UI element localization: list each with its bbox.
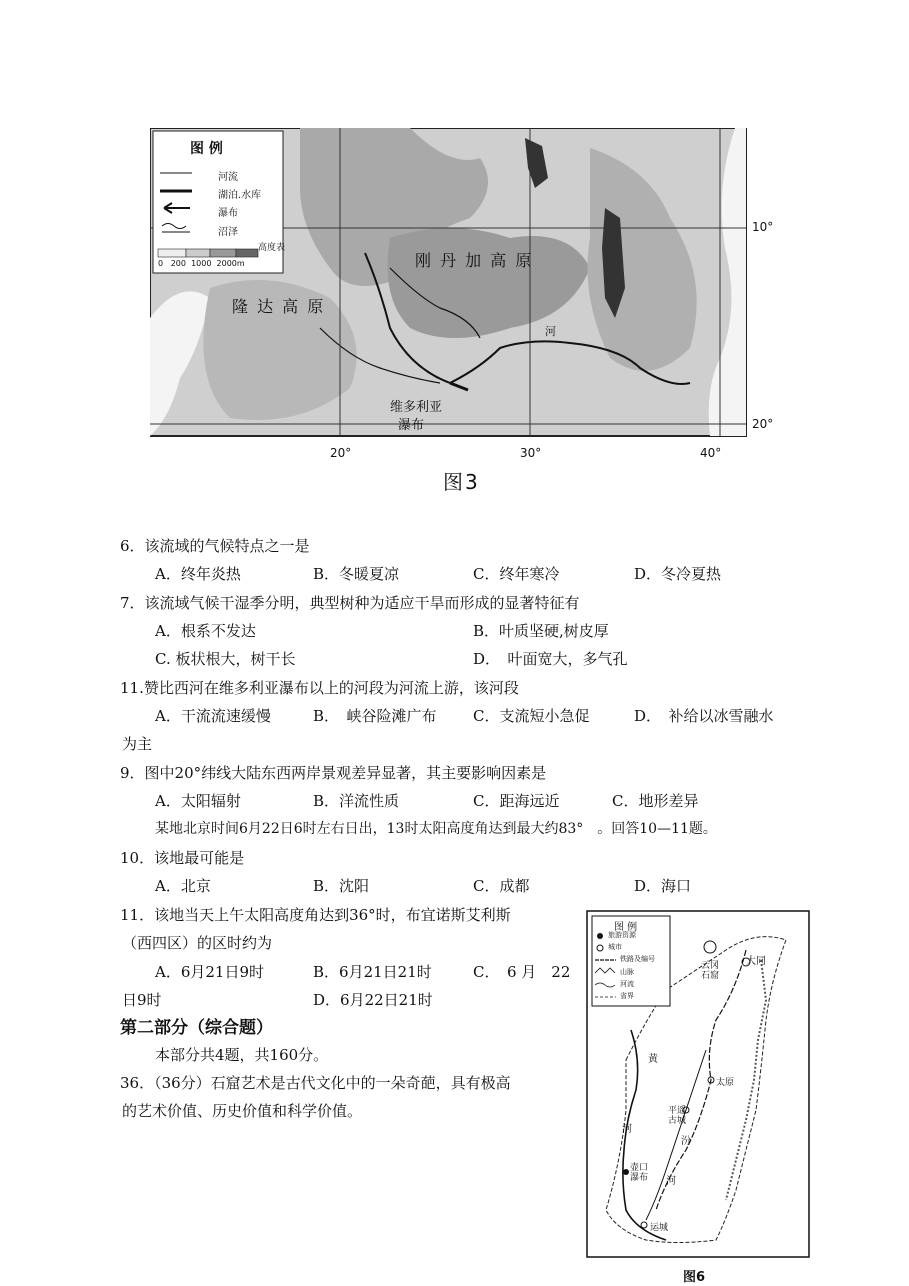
place-hukou-2: 瀑布 [630, 1173, 649, 1183]
q6-option-a: A．终年炎热 [155, 565, 241, 583]
q8-continuation: 为主 [122, 735, 153, 753]
figure6-legend-title: 图 例 [614, 922, 638, 933]
q11-option-c-cont: 日9时 [122, 991, 162, 1009]
q11-option-b: B．6月21日21时 [313, 963, 432, 981]
legend-mountain-label: 山脉 [620, 968, 634, 976]
figure3-legend-title: 图 例 [190, 141, 223, 157]
lon-label-40: 40° [700, 446, 722, 460]
place-datong: 大同 [746, 956, 766, 967]
q10-option-b: B．沈阳 [313, 877, 370, 895]
q6-option-d: D．冬冷夏热 [634, 565, 722, 583]
figure3-map [150, 128, 750, 440]
q11-option-a: A．6月21日9时 [155, 963, 265, 981]
lon-label-20: 20° [330, 446, 352, 460]
legend-city-label: 城市 [608, 943, 622, 951]
q11-option-c: C． 6 月 22 [473, 963, 571, 981]
question-6-stem: 6．该流域的气候特点之一是 [120, 537, 310, 555]
region-label-river: 河 [545, 325, 556, 338]
place-hukou-1: 壶口 [630, 1163, 649, 1173]
q6-option-c: C．终年寒冷 [473, 565, 560, 583]
q7-option-a: A．根系不发达 [155, 622, 256, 640]
legend-swamp-label: 沼泽 [218, 227, 238, 238]
region-label-plateau-east: 刚 丹 加 高 原 [415, 251, 534, 270]
lat-label-20: 20° [752, 417, 774, 431]
legend-elevation-label: 高度表 [258, 243, 286, 253]
legend-river-label-6: 河流 [620, 980, 634, 988]
q8-option-b: B． 峡谷险滩广布 [313, 707, 437, 725]
q8-option-d: D． 补给以冰雪融水 [634, 707, 774, 725]
question-11-line2: （西四区）的区时约为 [122, 934, 273, 952]
river-label-he-west: 河 [622, 1124, 632, 1135]
region-label-victoria: 维多利亚 [390, 400, 443, 415]
legend-lake-label: 湖泊.水库 [218, 190, 262, 201]
q10-option-a: A．北京 [155, 877, 211, 895]
part2-heading: 第二部分（综合题） [120, 1018, 273, 1038]
place-yungang-2: 石窟 [701, 971, 720, 981]
lat-label-10: 10° [752, 220, 774, 234]
question-8-stem: 11.赞比西河在维多利亚瀑布以上的河段为河流上游，该河段 [120, 679, 519, 697]
q7-option-d: D． 叶面宽大，多气孔 [473, 650, 628, 668]
figure6-caption: 图6 [683, 1270, 706, 1285]
river-label-he-fen: 河 [666, 1176, 676, 1187]
question-36-line2: 的艺术价值、历史价值和科学价值。 [122, 1102, 363, 1120]
q9-option-a: A．太阳辐射 [155, 792, 241, 810]
place-pingyao-2: 古城 [668, 1116, 687, 1126]
question-9-stem: 9．图中20°纬线大陆东西两岸景观差异显著，其主要影响因素是 [120, 764, 547, 782]
legend-border-label: 省界 [620, 992, 634, 1000]
question-10-11-intro: 某地北京时间6月22日6时左右日出，13时太阳高度角达到最大约83° 。回答10—11题。 [155, 821, 717, 837]
q9-option-b: B．洋流性质 [313, 792, 400, 810]
legend-waterfall-label: 瀑布 [218, 208, 238, 219]
q9-option-c: C．距海远近 [473, 792, 560, 810]
q8-option-a: A．干流流速缓慢 [155, 707, 271, 725]
q9-option-d: C．地形差异 [612, 792, 699, 810]
q7-option-b: B．叶质坚硬,树皮厚 [473, 622, 609, 640]
place-pingyao-1: 平遥 [668, 1106, 687, 1116]
legend-railway-label: 铁路及编号 [620, 955, 655, 963]
place-taiyuan: 太原 [716, 1078, 735, 1088]
question-36-line1: 36．（36分）石窟艺术是古代文化中的一朵奇葩，具有极高 [120, 1074, 511, 1092]
q10-option-d: D．海口 [634, 877, 692, 895]
figure6-map [586, 910, 811, 1260]
legend-river-label: 河流 [218, 172, 238, 183]
q10-option-c: C．成都 [473, 877, 530, 895]
legend-scale-ticks: 0 200 1000 2000m [158, 259, 245, 268]
figure3-map-drawing [150, 128, 750, 440]
question-11-stem: 11．该地当天上午太阳高度角达到36°时，布宜诺斯艾利斯 [120, 906, 511, 924]
question-7-stem: 7．该流域气候干湿季分明，典型树种为适应干旱而形成的显著特征有 [120, 594, 580, 612]
place-yuncheng: 运城 [650, 1223, 669, 1233]
q6-option-b: B．冬暖夏凉 [313, 565, 400, 583]
place-yungang-1: 云冈 [701, 961, 720, 971]
q11-option-d: D．6月22日21时 [313, 991, 433, 1009]
river-label-fen: 汾 [681, 1136, 691, 1147]
q7-option-c: C. 板状根大，树干长 [155, 650, 296, 668]
part2-note: 本部分共4题，共160分。 [155, 1046, 329, 1064]
figure3-caption: 图3 [443, 470, 480, 494]
legend-tourism-label: 旅游资源 [608, 931, 636, 939]
region-label-plateau-west: 隆 达 高 原 [232, 297, 326, 316]
q8-option-c: C．支流短小急促 [473, 707, 590, 725]
question-10-stem: 10．该地最可能是 [120, 849, 245, 867]
region-label-falls: 瀑布 [398, 418, 425, 433]
river-label-huang: 黄 [648, 1054, 658, 1065]
lon-label-30: 30° [520, 446, 542, 460]
